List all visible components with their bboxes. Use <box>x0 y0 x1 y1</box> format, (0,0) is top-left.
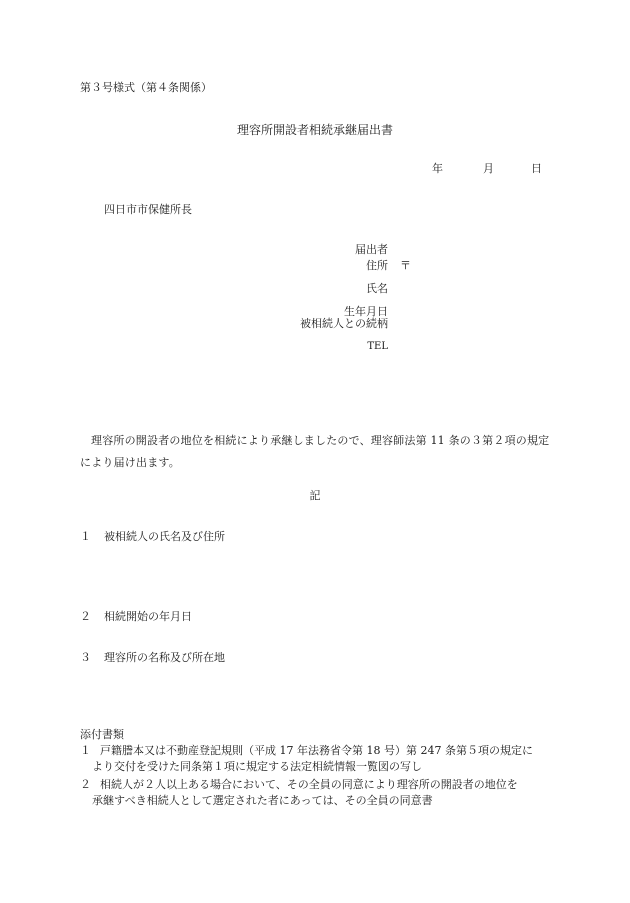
birthdate-label: 生年月日 <box>344 305 388 318</box>
attachment-number: １ <box>80 744 91 757</box>
list-item <box>80 531 225 542</box>
date-day-label: 日 <box>531 162 542 175</box>
attachment-line: 承継すべき相続人として選定された者にあっては、その全員の同意書 <box>92 794 433 807</box>
attachments-title: 添付書類 <box>80 728 124 741</box>
item-text: 被相続人の氏名及び住所 <box>104 530 225 543</box>
item-text: 相続開始の年月日 <box>104 610 192 623</box>
date-year-label: 年 <box>432 162 443 175</box>
name-label: 氏名 <box>366 282 388 295</box>
attachment-number: ２ <box>80 778 91 791</box>
attachment-line: より交付を受けた同条第１項に規定する法定相続情報一覧図の写し <box>92 760 422 773</box>
item-number: ３ <box>80 651 91 664</box>
ki-heading: 記 <box>309 489 321 502</box>
attachment-line: 相続人が２人以上ある場合において、その全員の同意により理容所の開設者の地位を <box>100 778 518 791</box>
item-text: 理容所の名称及び所在地 <box>104 651 225 664</box>
addressee: 四日市市保健所長 <box>104 203 192 216</box>
attachment-item <box>80 777 560 809</box>
tel-label: TEL <box>367 341 388 352</box>
list-item <box>80 611 192 622</box>
filer-heading: 届出者 <box>355 243 388 256</box>
item-number: ２ <box>80 610 91 623</box>
form-number: 第３号様式（第４条関係） <box>80 81 212 94</box>
relation-label: 被相続人との続柄 <box>300 317 388 330</box>
address-label: 住所 <box>366 259 388 272</box>
document-title: 理容所開設者相続承継届出書 <box>236 123 393 137</box>
attachment-line: 戸籍謄本又は不動産登記規則（平成 17 年法務省令第 18 号）第 247 条第５項の規定に <box>100 744 533 757</box>
date-month-label: 月 <box>483 162 494 175</box>
list-item <box>80 652 225 663</box>
item-number: １ <box>80 530 91 543</box>
statement-paragraph: 理容所の開設者の地位を相続により承継しましたので、理容師法第 11 条の３第２項の規定により届け出ます。 <box>80 434 550 469</box>
attachment-item <box>80 743 560 775</box>
postal-mark: 〒 <box>400 259 411 272</box>
